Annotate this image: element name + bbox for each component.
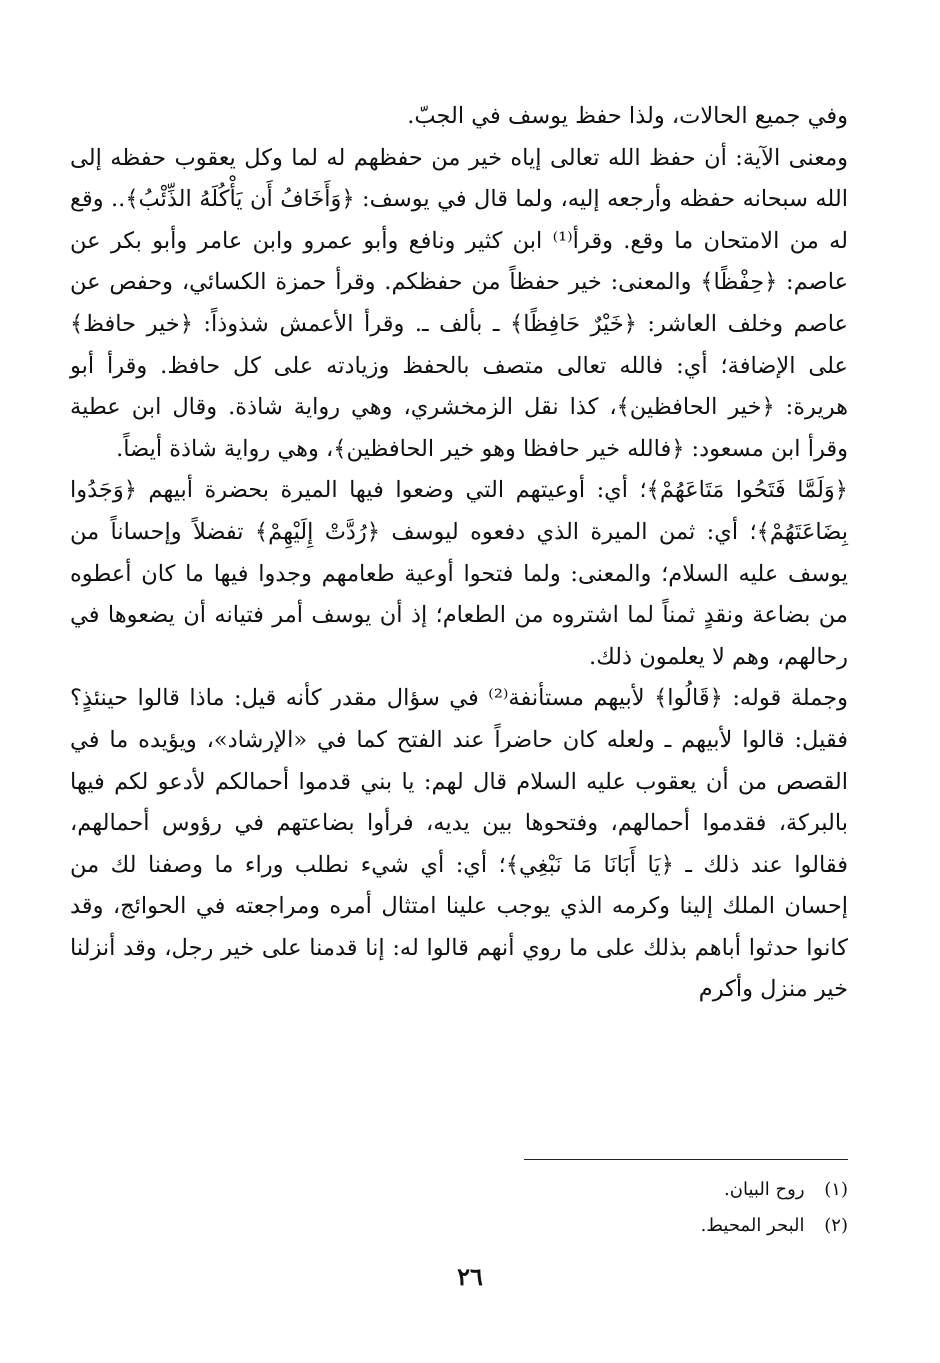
footnote-number: (١) xyxy=(824,1179,848,1200)
footnote-divider xyxy=(524,1159,848,1160)
footnote-text: روح البيان. xyxy=(724,1179,805,1200)
footnote-2 xyxy=(348,1208,848,1244)
footnote-text: البحر المحيط. xyxy=(700,1215,805,1236)
page-number: ٢٦ xyxy=(457,1262,483,1291)
paragraph-3: ﴿وَلَمَّا فَتَحُوا مَتَاعَهُمْ﴾؛ أي: أوعيتهم التي وضعوا فيها الميرة بحضرة أبيهم ﴿وَجَدُوا بِضَاعَتَهُمْ﴾؛ أي: ثمن الميرة الذي دفعوه ليوسف ﴿رُدَّتْ إِلَيْهِمْ﴾ تفضلاً وإحساناً من يوسف عليه السلام؛ والمعنى: ولما فتحوا أوعية طعامهم وجدوا فيها ما كان أعطوه من بضاعة ونقدٍ ثمناً لما اشتروه من الطعام؛ إذ أن يوسف أمر فتيانه أن يضعوها في رحالهم، وهم لا يعلمون ذلك. xyxy=(70,477,848,670)
paragraph-4: وجملة قوله: ﴿قَالُوا﴾ لأبيهم مستأنفة⁽²⁾ في سؤال مقدر كأنه قيل: ماذا قالوا حينئذٍ؟ فقيل: قالوا لأبيهم ـ ولعله كان حاضراً عند الفتح كما في «الإرشاد»، ويؤيده ما في القصص من أن يعقوب عليه السلام قال لهم: يا بني قدموا أحمالكم لأدعو لكم فيها بالبركة، فقدموا أحمالهم، وفتحوها بين يديه، فرأوا بضاعتهم في رؤوس أحمالهم، فقالوا عند ذلك ـ ﴿يَا أَبَانَا مَا نَبْغِي﴾؛ أي: أي شيء نطلب وراء ما وصفنا لك من إحسان الملك إلينا وكرمه الذي يوجب علينا امتثال أمره ومراجعته في الحوائج، وقد كانوا حدثوا أباهم بذلك على ما روي أنهم قالوا له: إنا قدمنا على خير رجل، وقد أنزلنا خير منزل وأكرم xyxy=(70,685,848,1003)
footnote-1 xyxy=(348,1172,848,1208)
paragraph-2: ومعنى الآية: أن حفظ الله تعالى إياه خير من حفظهم له لما وكل يعقوب حفظه إلى الله سبحانه حفظه وأرجعه إليه، ولما قال في يوسف: ﴿وَأَخَافُ أَن يَأْكُلَهُ الذِّئْبُ﴾.. وقع له من الامتحان ما وقع. وقرأ⁽¹⁾ ابن كثير ونافع وأبو عمرو وابن عامر وأبو بكر عن عاصم: ﴿حِفْظًا﴾ والمعنى: خير حفظاً من حفظكم. وقرأ حمزة الكسائي، وحفص عن عاصم وخلف العاشر: ﴿خَيْرٌ حَافِظًا﴾ ـ بألف ـ. وقرأ الأعمش شذوذاً: ﴿خير حافظ﴾ على الإضافة؛ أي: فالله تعالى متصف بالحفظ وزيادته على كل حافظ. وقرأ أبو هريرة: ﴿خير الحافظين﴾، كذا نقل الزمخشري، وهي رواية شاذة. وقال ابن عطية وقرأ ابن مسعود: ﴿فالله خير حافظا وهو خير الحافظين﴾، وهي رواية شاذة أيضاً. xyxy=(70,144,848,462)
footnote-number: (٢) xyxy=(824,1215,848,1236)
paragraph-1: وفي جميع الحالات، ولذا حفظ يوسف في الجبّ. xyxy=(407,103,848,129)
footnotes xyxy=(348,1172,848,1244)
main-text xyxy=(70,96,848,1011)
